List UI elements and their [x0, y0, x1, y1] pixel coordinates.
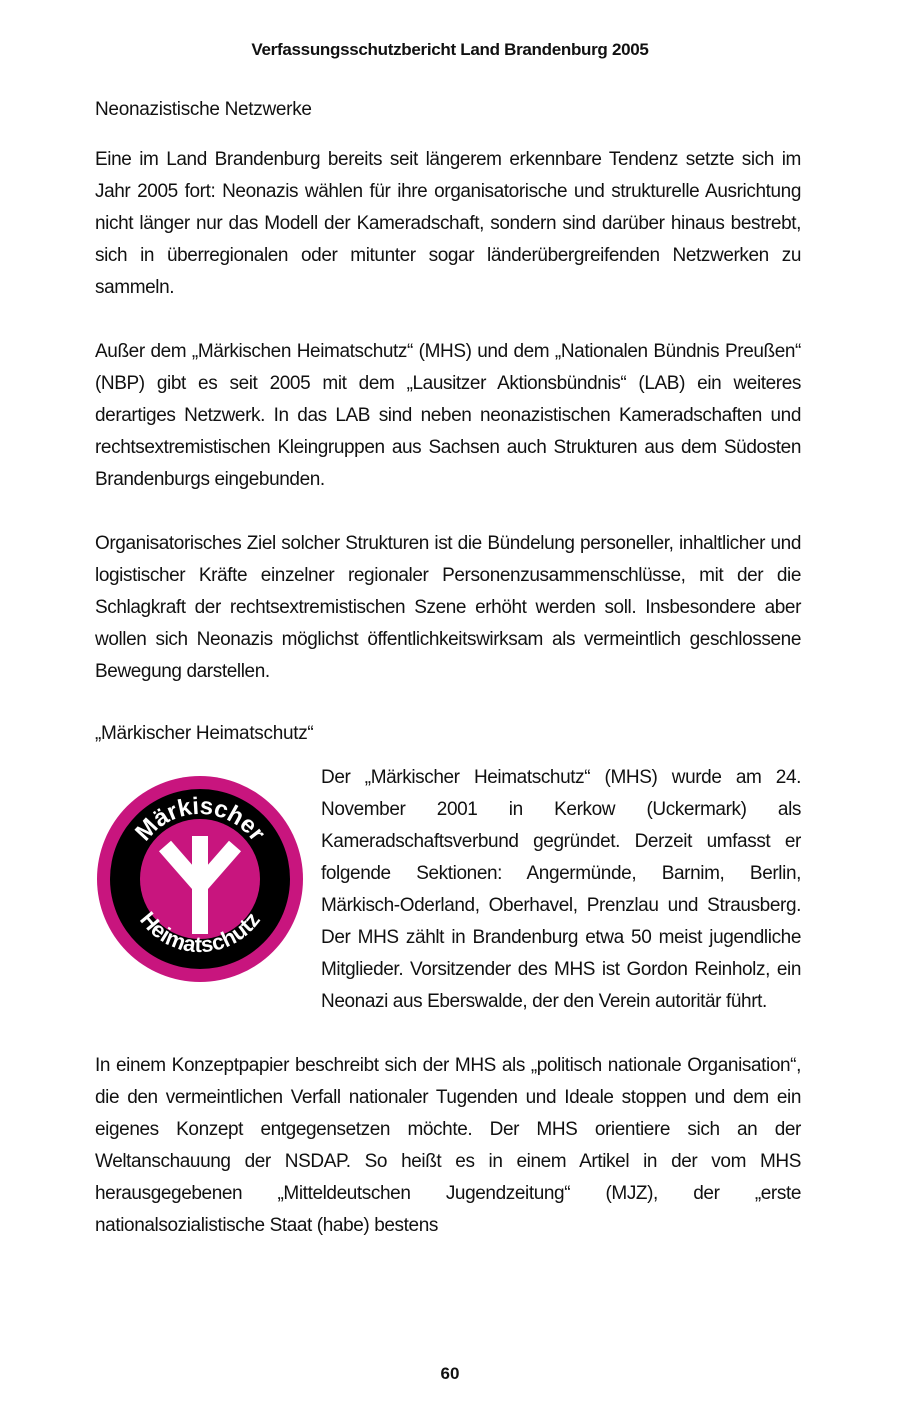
section-heading: Neonazistische Netzwerke: [95, 99, 312, 120]
subsection-heading: „Märkischer Heimatschutz“: [95, 723, 314, 744]
body-paragraph: Eine im Land Brandenburg bereits seit längerem erkennbare Tendenz setzte sich im Jahr 2005 fort: Neonazis wählen für ihre organisatorische und strukturelle Ausrichtung nicht länger nur das Modell der Kameradschaft, sondern sind darüber hinaus bestrebt, sich in überregionalen oder mitunter sogar länderübergreifenden Netzwerken zu sammeln.: [95, 149, 801, 298]
running-header: Verfassungsschutzbericht Land Brandenburg 2005: [251, 40, 649, 59]
body-paragraph: Organisatorisches Ziel solcher Strukturen ist die Bündelung personeller, inhaltlicher und logistischer Kräfte einzelner regionaler Personenzusammenschlüsse, mit der die Schlagkraft der rechtsextremistischen Szene erhöht werden soll. Insbesondere aber wollen sich Neonazis möglichst öffentlichkeitswirksam als vermeintlich geschlossene Bewegung darstellen.: [95, 533, 801, 682]
logo-text-block: [95, 762, 801, 1018]
body-paragraph: Der „Märkischer Heimatschutz“ (MHS) wurde am 24. November 2001 in Kerkow (Uckermark) als Kameradschaftsverbund gegründet. Derzeit umfasst er folgende Sektionen: Angermünde, Barnim, Berlin, Märkisch-Oderland, Oberhavel, Prenzlau und Strausberg. Der MHS zählt in Brandenburg etwa 50 meist jugendliche Mitglieder. Vorsitzender des MHS ist Gordon Reinholz, ein Neonazi aus Eberswalde, der den Verein autoritär führt.: [321, 767, 801, 1012]
rune-logo-icon: [95, 774, 305, 984]
body-paragraph: Außer dem „Märkischen Heimatschutz“ (MHS) und dem „Nationalen Bündnis Preußen“ (NBP) gibt es seit 2005 mit dem „Lausitzer Aktionsbündnis“ (LAB) ein weiteres derartiges Netzwerk. In das LAB sind neben neonazistischen Kameradschaften und rechtsextremistischen Kleingruppen aus Sachsen auch Strukturen aus dem Südosten Brandenburgs eingebunden.: [95, 341, 801, 490]
page-content: [95, 96, 801, 1274]
page-number: 60: [440, 1364, 460, 1383]
logo-text-bottom: Heimatschutz: [135, 906, 265, 958]
logo-text-top: Märkischer: [130, 792, 271, 847]
body-paragraph: In einem Konzeptpapier beschreibt sich der MHS als „politisch nationale Organisation“, die den vermeintlichen Verfall nationaler Tugenden und Ideale stoppen und dem ein eigenes Konzept entgegensetzen möchte. Der MHS orientiere sich an der Weltanschauung der NSDAP. So heißt es in einem Artikel in der vom MHS herausgegebenen „Mitteldeutschen Jugendzeitung“ (MJZ), der „erste nationalsozialistische Staat (habe) bestens: [95, 1055, 801, 1236]
